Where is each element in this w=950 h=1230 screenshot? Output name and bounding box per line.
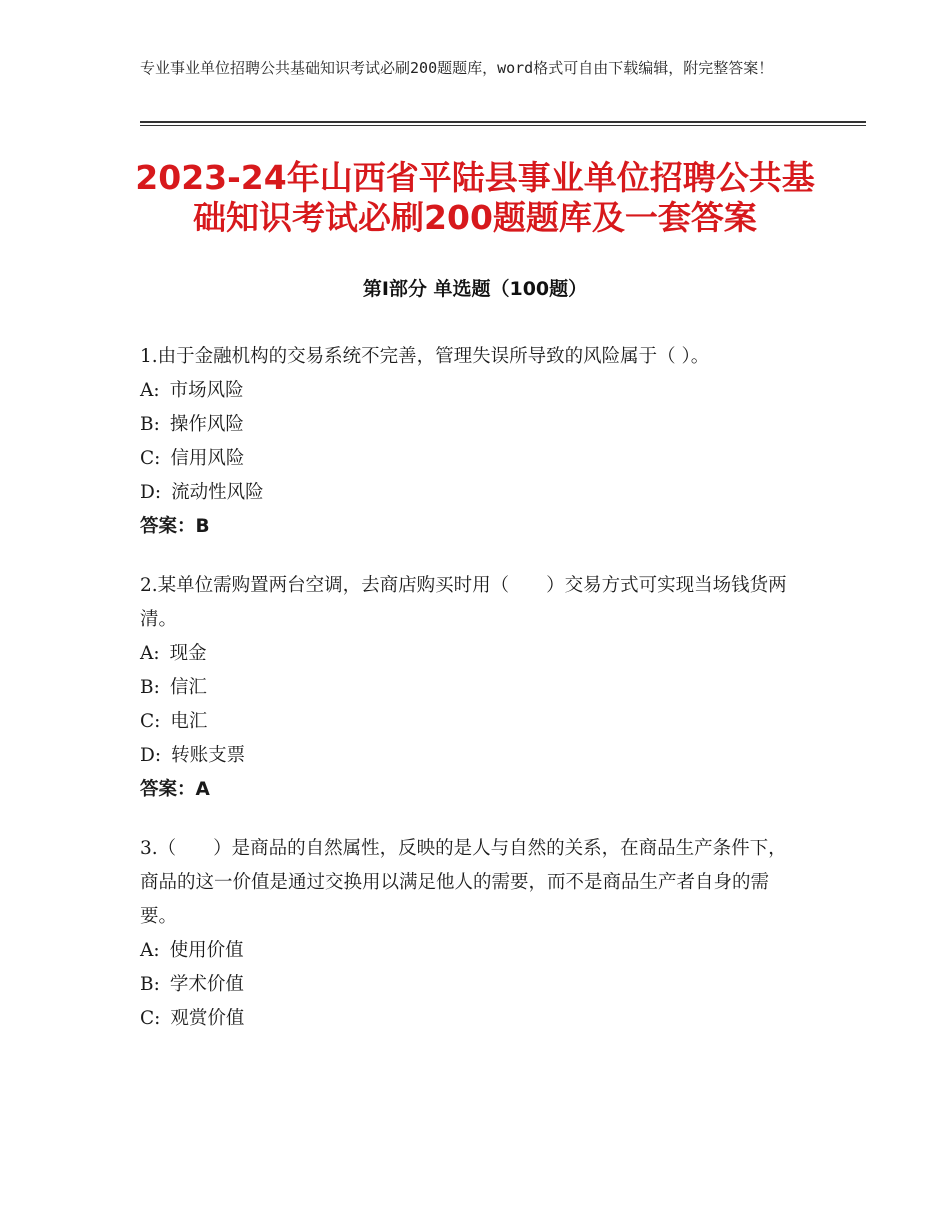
answer-line: 答案：A <box>140 779 210 800</box>
option-a <box>140 374 800 408</box>
header-divider <box>140 121 866 123</box>
option-b <box>140 671 800 705</box>
question-stem: 2.某单位需购置两台空调，去商店购买时用（ ）交易方式可实现当场钱货两清。 <box>140 575 787 630</box>
option-a <box>140 637 800 671</box>
option-c <box>140 705 800 739</box>
question-1 <box>140 340 800 544</box>
option-text: 观赏价值 <box>170 1008 245 1029</box>
option-text: 电汇 <box>170 711 208 732</box>
section-heading: 第Ⅰ部分 单选题（100题） <box>362 278 588 300</box>
option-a <box>140 934 800 968</box>
option-text: 操作风险 <box>169 414 244 435</box>
option-c <box>140 442 800 476</box>
question-3 <box>140 832 800 1036</box>
option-text: 流动性风险 <box>171 482 264 503</box>
option-text: 现金 <box>169 643 207 664</box>
option-b <box>140 408 800 442</box>
option-letter: D: <box>140 745 162 766</box>
option-b <box>140 968 800 1002</box>
option-text: 使用价值 <box>169 940 244 961</box>
option-text: 市场风险 <box>169 380 244 401</box>
option-text: 信汇 <box>169 677 207 698</box>
header-note: 专业事业单位招聘公共基础知识考试必刷200题题库，word格式可自由下载编辑，附完整答案！ <box>140 59 774 77</box>
option-letter: B: <box>140 974 160 995</box>
option-text: 学术价值 <box>169 974 244 995</box>
option-text: 信用风险 <box>170 448 245 469</box>
answer-line: 答案：B <box>140 516 210 537</box>
option-letter: C: <box>140 711 161 732</box>
option-letter: D: <box>140 482 162 503</box>
option-letter: A: <box>140 380 160 401</box>
question-stem: 1.由于金融机构的交易系统不完善，管理失误所导致的风险属于（ ）。 <box>140 346 710 367</box>
option-letter: C: <box>140 1008 161 1029</box>
option-letter: B: <box>140 677 160 698</box>
option-c <box>140 1002 800 1036</box>
header-divider-thin <box>140 125 866 126</box>
question-2 <box>140 569 800 807</box>
question-list <box>140 340 800 1061</box>
option-d <box>140 739 800 773</box>
option-letter: B: <box>140 414 160 435</box>
document-title: 2023-24年山西省平陆县事业单位招聘公共基础知识考试必刷200题题库及一套答案 <box>135 158 815 237</box>
option-letter: A: <box>140 940 160 961</box>
question-stem: 3.（ ）是商品的自然属性，反映的是人与自然的关系，在商品生产条件下，商品的这一价值是通过交换用以满足他人的需要，而不是商品生产者自身的需要。 <box>140 838 787 927</box>
option-letter: C: <box>140 448 161 469</box>
option-d <box>140 476 800 510</box>
option-text: 转账支票 <box>171 745 246 766</box>
option-letter: A: <box>140 643 160 664</box>
